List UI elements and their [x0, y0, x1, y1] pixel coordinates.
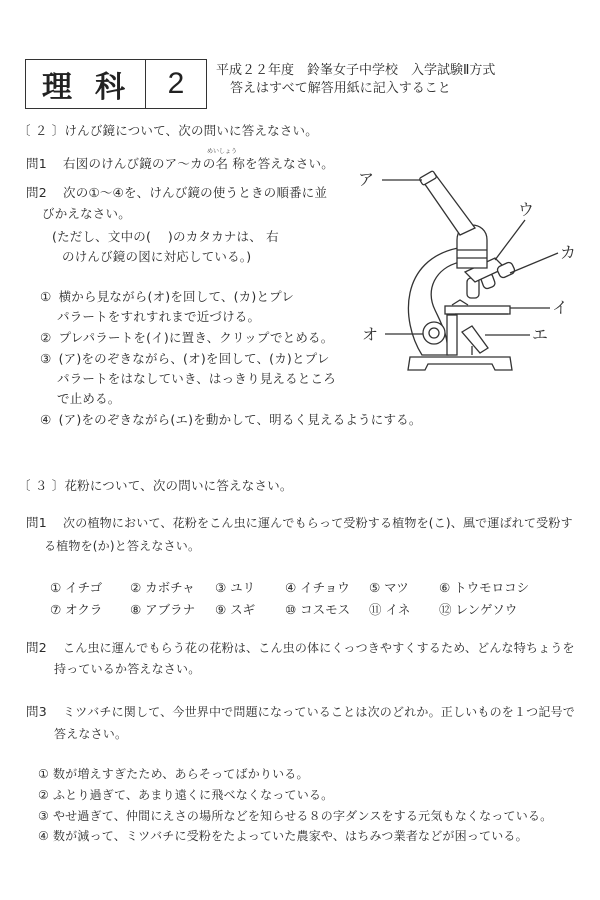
subject-header-box	[25, 59, 207, 109]
question-text: 右図のけんび鏡のア～カの名 称を答えなさい。	[63, 156, 334, 171]
step-2	[40, 330, 333, 346]
s3-q1	[26, 515, 573, 531]
step-number: ④	[40, 412, 52, 427]
page-number: 2	[167, 67, 185, 100]
s3-q2	[26, 640, 575, 656]
step-number: ②	[40, 330, 52, 345]
plant-item: ⑥ トウモロコシ	[439, 580, 530, 595]
question-label: 問1	[26, 515, 47, 530]
choice-4: ④ 数が減って、ミツバチに受粉をたよっていた農家や、はちみつ業者などが困っている。	[38, 829, 528, 843]
microscope-diagram	[340, 150, 600, 380]
choice-1: ① 数が増えすぎたため、あらそってばかりいる。	[38, 767, 309, 781]
question-text-line2: 答えなさい。	[54, 727, 128, 741]
question-label: 問3	[26, 704, 47, 719]
question-note-line1: (ただし、文中の( )のカタカナは、 右	[52, 229, 279, 244]
question-label: 問2	[26, 640, 47, 655]
ruby-meishou: めいしょう	[207, 148, 238, 155]
plant-item: ⑧ アブラナ	[130, 602, 196, 617]
s2-q1	[26, 156, 334, 172]
question-text-line1: 次の植物において、花粉をこん虫に運んでもらって受粉する植物を(こ)、風で運ばれて受粉す	[63, 516, 573, 530]
label-i: イ	[552, 298, 569, 317]
question-text-line1: ミツバチに関して、今世界中で問題になっていることは次のどれか。正しいものを１つ記号で	[63, 705, 575, 719]
exam-title: 平成２２年度 鈴峯女子中学校 入学試験Ⅱ方式	[216, 63, 496, 78]
question-text-line2: 持っているか答えなさい。	[54, 662, 201, 676]
question-label: 問2	[26, 185, 47, 200]
step-text: (ア)をのぞきながら(エ)を動かして、明るく見えるようにする。	[58, 412, 422, 427]
plant-item: ① イチゴ	[50, 580, 103, 595]
s3-q3	[26, 704, 575, 720]
step-3	[40, 351, 330, 367]
step-1	[40, 289, 294, 305]
plant-item: ⑤ マツ	[369, 580, 409, 595]
step-3-cont2: で止める。	[57, 391, 121, 406]
step-1-cont: パラートをすれすれまで近づける。	[57, 309, 261, 324]
label-e: エ	[532, 325, 549, 344]
plant-item: ⑫ レンゲソウ	[439, 602, 518, 617]
label-o: オ	[362, 325, 379, 344]
question-note-line2: のけんび鏡の図に対応している。)	[62, 249, 252, 264]
plant-list	[50, 578, 559, 618]
question-text-line1: 次の①～④を、けんび鏡の使うときの順番に並	[63, 185, 328, 200]
label-ka: カ	[560, 243, 577, 262]
step-3-cont1: パラートをはなしていき、はっきり見えるところ	[57, 371, 336, 386]
step-4	[40, 412, 422, 428]
plant-item: ⑪ イネ	[369, 602, 411, 617]
subject-title	[26, 60, 146, 108]
section3-heading: 〔 ３ 〕花粉について、次の問いに答えなさい。	[18, 478, 293, 493]
exam-instruction: 答えはすべて解答用紙に記入すること	[230, 81, 451, 96]
question-label: 問1	[26, 156, 47, 171]
plant-item: ④ イチョウ	[285, 580, 350, 595]
plant-item: ② カボチャ	[130, 580, 195, 595]
choice-2: ② ふとり過ぎて、あまり遠くに飛べなくなっている。	[38, 788, 334, 802]
step-number: ③	[40, 351, 52, 366]
question-text-line2: る植物を(か)と答えなさい。	[44, 539, 201, 553]
plant-item: ⑦ オクラ	[50, 602, 103, 617]
subject-char-2: 科	[95, 70, 125, 105]
choice-3: ③ やせ過ぎて、仲間にえさの場所などを知らせる８の字ダンスをする元気もなくなっている。	[38, 809, 553, 823]
plant-item: ⑨ スギ	[215, 602, 256, 617]
plant-item: ③ ユリ	[215, 580, 256, 595]
question-text-line1: こん虫に運んでもらう花の花粉は、こん虫の体にくっつきやすくするため、どんな特ちょうを	[63, 641, 575, 655]
question-text-line2: びかえなさい。	[42, 206, 131, 221]
step-text: (ア)をのぞきながら、(オ)を回して、(カ)とプレ	[58, 351, 330, 366]
subject-char-1: 理	[42, 70, 72, 105]
step-text: 横から見ながら(オ)を回して、(カ)とプレ	[58, 289, 295, 304]
step-number: ①	[40, 289, 52, 304]
label-u: ウ	[518, 200, 535, 219]
label-a: ア	[358, 170, 375, 189]
s2-q2	[26, 185, 327, 201]
step-text: プレパラートを(イ)に置き、クリップでとめる。	[58, 330, 334, 345]
plant-item: ⑩ コスモス	[285, 602, 351, 617]
section2-heading: 〔 ２ 〕けんび鏡について、次の問いに答えなさい。	[18, 123, 318, 138]
